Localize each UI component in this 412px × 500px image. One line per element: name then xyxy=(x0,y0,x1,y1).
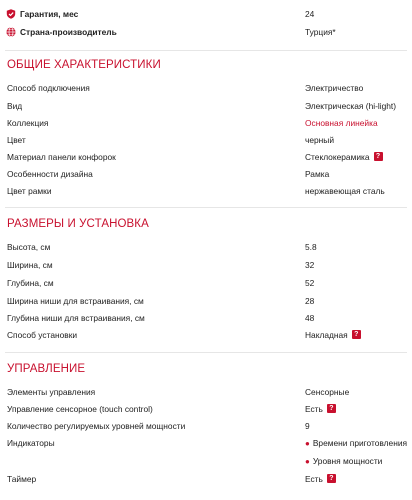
spec-row-connection xyxy=(0,79,412,97)
spec-label: Элементы управления xyxy=(7,387,96,397)
section-title-control: УПРАВЛЕНИЕ xyxy=(7,363,86,375)
spec-row-design xyxy=(0,165,412,183)
spec-row-controls xyxy=(0,383,412,401)
spec-value-text: Стеклокерамика xyxy=(305,152,370,162)
spec-row-material xyxy=(0,148,412,166)
spec-value: Рамка xyxy=(305,169,330,179)
spec-label: Способ установки xyxy=(7,330,78,340)
spec-value-with-help xyxy=(305,470,336,488)
spec-row-installation xyxy=(0,326,412,344)
spec-row-indicators-2 xyxy=(0,452,412,470)
spec-value: 5.8 xyxy=(305,242,317,252)
spec-value-with-help xyxy=(305,148,383,166)
spec-value: 28 xyxy=(305,296,315,306)
shield-check-icon xyxy=(6,9,16,19)
warranty-value: 24 xyxy=(305,9,315,19)
spec-label: Цвет xyxy=(7,135,26,145)
spec-row-height xyxy=(0,238,412,256)
spec-row-niche-width xyxy=(0,292,412,310)
spec-value: 32 xyxy=(305,260,315,270)
globe-icon xyxy=(6,27,16,37)
spec-value-text: Уровня мощности xyxy=(312,456,383,466)
spec-value: 48 xyxy=(305,313,315,323)
spec-label: Ширина ниши для встраивания, см xyxy=(7,296,144,306)
help-icon[interactable]: ? xyxy=(327,404,336,413)
spec-label: Материал панели конфорок xyxy=(7,152,116,162)
section-divider xyxy=(5,50,407,51)
spec-value-text: Есть xyxy=(305,474,323,484)
spec-label: Управление сенсорное (touch control) xyxy=(7,404,153,414)
spec-value: 52 xyxy=(305,278,315,288)
spec-value: черный xyxy=(305,135,335,145)
spec-row-type xyxy=(0,97,412,115)
spec-label: Глубина ниши для встраивания, см xyxy=(7,313,145,323)
bullet-icon: ● xyxy=(305,439,310,448)
warranty-label: Гарантия, мес xyxy=(20,9,79,19)
spec-row-frame-color xyxy=(0,182,412,200)
spec-value-text: Есть xyxy=(305,404,323,414)
spec-label: Ширина, см xyxy=(7,260,53,270)
indicator-item xyxy=(305,434,407,453)
spec-row-indicators xyxy=(0,434,412,452)
spec-value: Электрическая (hi-light) xyxy=(305,101,397,111)
spec-value: Электричество xyxy=(305,83,364,93)
spec-label: Способ подключения xyxy=(7,83,90,93)
spec-label: Цвет рамки xyxy=(7,186,52,196)
spec-row-niche-depth xyxy=(0,309,412,327)
country-value: Турция* xyxy=(305,27,336,37)
spec-value-text: Времени приготовления xyxy=(312,438,408,448)
spec-row-color xyxy=(0,131,412,149)
spec-row-touch-control xyxy=(0,400,412,418)
spec-label: Особенности дизайна xyxy=(7,169,93,179)
spec-value: нержавеющая сталь xyxy=(305,186,385,196)
spec-label: Количество регулируемых уровней мощности xyxy=(7,421,186,431)
country-label: Страна-производитель xyxy=(20,27,117,37)
spec-value: 9 xyxy=(305,421,310,431)
spec-row-country xyxy=(0,23,412,41)
spec-label: Высота, см xyxy=(7,242,51,252)
help-icon[interactable]: ? xyxy=(352,330,361,339)
collection-link[interactable]: Основная линейка xyxy=(305,118,378,128)
help-icon[interactable]: ? xyxy=(327,474,336,483)
section-divider xyxy=(5,352,407,353)
section-divider xyxy=(5,207,407,208)
spec-label: Таймер xyxy=(7,474,37,484)
spec-row-power-levels xyxy=(0,417,412,435)
section-title-general: ОБЩИЕ ХАРАКТЕРИСТИКИ xyxy=(7,59,161,71)
spec-value-with-help xyxy=(305,326,361,344)
spec-label: Коллекция xyxy=(7,118,49,128)
help-icon[interactable]: ? xyxy=(374,152,383,161)
spec-label: Индикаторы xyxy=(7,438,55,448)
bullet-icon: ● xyxy=(305,457,310,466)
indicator-item xyxy=(305,452,382,471)
spec-label: Глубина, см xyxy=(7,278,54,288)
spec-value-with-help xyxy=(305,400,336,418)
section-title-dimensions: РАЗМЕРЫ И УСТАНОВКА xyxy=(7,218,149,230)
spec-label: Вид xyxy=(7,101,23,111)
spec-value: Сенсорные xyxy=(305,387,350,397)
spec-row-collection xyxy=(0,114,412,132)
spec-row-depth xyxy=(0,274,412,292)
spec-row-warranty xyxy=(0,5,412,23)
spec-value-text: Накладная xyxy=(305,330,348,340)
spec-row-timer xyxy=(0,470,412,488)
spec-row-width xyxy=(0,256,412,274)
